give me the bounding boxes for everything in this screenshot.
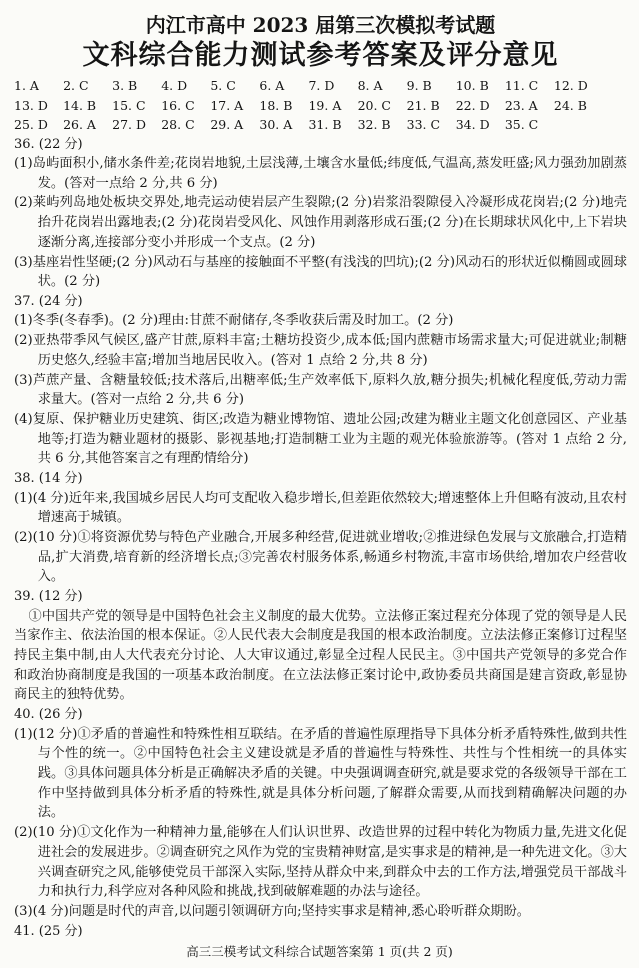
answer-paragraph: (3)基座岩性坚硬;(2 分)风动石与基座的接触面不平整(有浅浅的凹坑);(2 分)风动石的形状近似椭圆或圆球状。(2 分) <box>14 254 627 290</box>
answer-item: 6. A <box>259 78 285 93</box>
answer-item: 14. B <box>63 97 97 113</box>
answer-item: 23. A <box>504 97 538 113</box>
answer-item: 31. B <box>308 117 342 132</box>
answer-item: 22. D <box>455 97 490 113</box>
answer-item: 20. C <box>357 97 391 113</box>
answer-item: 10. B <box>455 78 489 93</box>
question-header: 38. (14 分) <box>14 471 83 487</box>
answer-paragraph: (2)莱屿列岛地处板块交界处,地壳运动使岩层产生裂隙;(2 分)岩浆沿裂隙侵入冷凝形成花岗岩;(2 分)地壳抬升花岗岩出露地表;(2 分)花岗岩受风化、风蚀作用剥落形成石蛋;(2 分)在长期球状风化中,上下岩块逐渐分离,连接部分变小并形成一个支点。(2 分) <box>14 195 627 250</box>
answer-item: 8. A <box>357 78 383 93</box>
question-40 <box>14 705 627 922</box>
answer-item: 21. B <box>406 97 440 113</box>
answer-item: 35. C <box>504 117 539 132</box>
question-header: 41. (25 分) <box>14 923 83 939</box>
answer-item: 3. B <box>112 78 138 93</box>
answer-paragraph: (3)(4 分)问题是时代的声音,以问题引领调研方向;坚持实事求是精神,悉心聆听群众期盼。 <box>14 903 530 919</box>
answer-item: 7. D <box>308 78 335 93</box>
question-header: 37. (24 分) <box>14 293 83 309</box>
answer-item: 12. D <box>553 78 588 93</box>
exam-subtitle: 文科综合能力测试参考答案及评分意见 <box>82 40 559 71</box>
answer-item: 33. C <box>406 117 441 132</box>
answer-item: 11. C <box>504 78 539 93</box>
exam-title: 内江市高中 2023 届第三次模拟考试题 <box>145 13 496 37</box>
page-footer: 高三三模考试文科综合试题答案第 1 页(共 2 页) <box>186 944 453 959</box>
question-header: 36. (22 分) <box>14 136 83 152</box>
answer-item: 2. C <box>63 78 89 93</box>
answer-paragraph: (4)复原、保护糖业历史建筑、街区;改造为糖业博物馆、遗址公园;改建为糖业主题文化创意园区、产业基地等;打造为糖业题材的摄影、影视基地;打造制糖工业为主题的观光体验旅游等。(答对 1 点给 2 分,共 6 分,其他答案言之有理酌情给分) <box>14 411 627 467</box>
question-39 <box>14 587 627 705</box>
answer-item: 28. C <box>161 117 195 132</box>
answer-paragraph: (3)芦蔗产量、含糖量较低;技术落后,出糖率低;生产效率低下,原料久放,糖分损失;机械化程度低,劳动力需求量大。(答对一点给 2 分,共 6 分) <box>14 372 627 408</box>
question-37 <box>14 292 627 469</box>
answer-paragraph: (2)(10 分)①将资源优势与特色产业融合,开展多种经营,促进就业增收;②推进绿色发展与文旅融合,打造精品,扩大消费,培育新的经济增长点;③完善农村服务体系,畅通乡村物流,丰富市场供给,增加农户经营收入。 <box>14 529 627 585</box>
answer-paragraph: ①中国共产党的领导是中国特色社会主义制度的最大优势。立法修正案过程充分体现了党的领导是人民当家作主、依法治国的根本保证。②人民代表大会制度是我国的根本政治制度。立法法修正案修订过程坚持民主集中制,由人大代表充分讨论、人大审议通过,彰显全过程人民民主。③中国共产党领导的多党合作和政治协商制度是我国的一项基本政治制度。在立法法修正案讨论中,政协委员共商国是建言资政,彰显协商民主的独特优势。 <box>14 608 627 703</box>
answer-item: 26. A <box>63 117 96 132</box>
answer-item: 16. C <box>161 97 195 113</box>
answer-item: 24. B <box>553 97 587 113</box>
answer-item: 25. D <box>14 117 48 132</box>
answer-paragraph: (1)(12 分)①矛盾的普遍性和特殊性相互联结。在矛盾的普遍性原理指导下具体分析矛盾特殊性,做到共性与个性的统一。②中国特色社会主义建设就是矛盾的普遍性与特殊性、共性与个性相统一的具体实践。③具体问题具体分析是正确解决矛盾的关键。中央强调调查研究,就是要求党的各级领导干部在工作中坚持做到具体分析矛盾的特殊性,就是具体分析问题,了解群众需要,从而找到精确解决问题的办法。 <box>14 726 627 821</box>
answer-item: 32. B <box>357 117 391 132</box>
answer-paragraph: (1)冬季(冬春季)。(2 分)理由:甘蔗不耐储存,冬季收获后需及时加工。(2 分) <box>14 313 454 329</box>
answer-item: 18. B <box>259 97 293 113</box>
answer-item: 13. D <box>14 97 48 113</box>
answer-item: 1. A <box>14 78 39 93</box>
answer-item: 5. C <box>210 78 236 93</box>
answer-paragraph: (1)(4 分)近年来,我国城乡居民人均可支配收入稳步增长,但差距依然较大;增速整体上升但略有波动,且农村增速高于城镇。 <box>14 490 627 526</box>
answer-item: 19. A <box>308 97 342 113</box>
answer-item: 34. D <box>455 117 490 132</box>
answer-paragraph: (1)岛屿面积小,储水条件差;花岗岩地貌,土层浅薄,土壤含水量低;纬度低,气温高,蒸发旺盛;风力强劲加剧蒸发。(答对一点给 2 分,共 6 分) <box>14 156 627 191</box>
answer-paragraph: (2)(10 分)①文化作为一种精神力量,能够在人们认识世界、改造世界的过程中转化为物质力量,先进文化促进社会的发展进步。②调查研究之风作为党的宝贵精神财富,是实事求是的精神,是一种先进文化。③大兴调查研究之风,能够使党员干部深入实际,坚持从群众中来,到群众中去的工作方法,增强党员干部战斗力和执行力,科学应对各种风险和挑战,找到破解难题的办法与途径。 <box>14 825 627 900</box>
question-header: 40. (26 分) <box>14 707 83 723</box>
answer-item: 27. D <box>112 117 147 132</box>
question-41 <box>14 922 627 942</box>
answer-paragraph: (2)亚热带季风气候区,盛产甘蔗,原料丰富;土糖坊投资少,成本低;国内蔗糖市场需求量大;可促进就业;制糖历史悠久,经验丰富;增加当地居民收入。(答对 1 点给 2 分,共 8 分) <box>14 333 627 368</box>
question-36 <box>14 135 627 292</box>
answer-item: 29. A <box>210 117 244 132</box>
answer-item: 30. A <box>259 117 293 132</box>
answer-item: 4. D <box>161 78 188 93</box>
answer-item: 15. C <box>112 97 146 113</box>
answer-item: 17. A <box>210 97 244 113</box>
answer-item: 9. B <box>406 78 432 93</box>
multiple-choice-answer-grid <box>14 76 603 135</box>
question-header: 39. (12 分) <box>14 589 83 605</box>
question-38 <box>14 469 627 587</box>
